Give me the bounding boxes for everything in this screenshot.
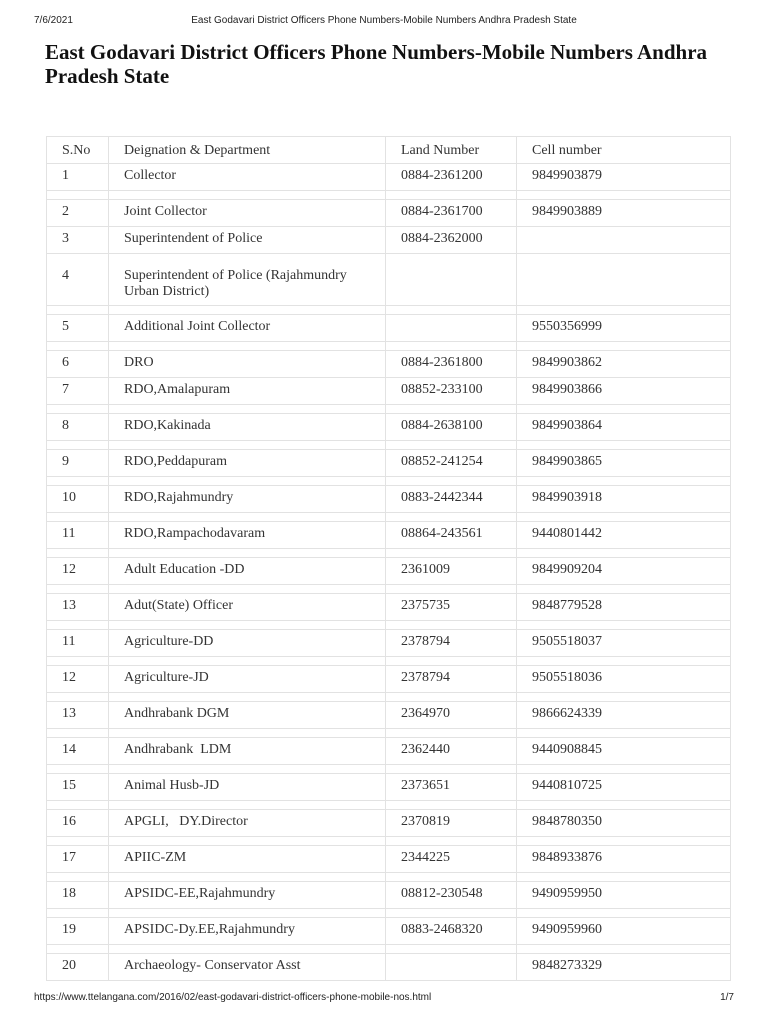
- table-row: [47, 164, 731, 191]
- spacer-row: [47, 405, 731, 414]
- table-row: [47, 810, 731, 837]
- table-header-row: [47, 137, 731, 164]
- spacer-row: [47, 621, 731, 630]
- land-number-cell: 2373651: [386, 774, 517, 801]
- table-row: [47, 227, 731, 254]
- designation-cell: Agriculture-JD: [109, 666, 386, 693]
- land-number-cell: [386, 954, 517, 981]
- table-row: [47, 315, 731, 342]
- land-number-cell: 0883-2468320: [386, 918, 517, 945]
- table-row: [47, 882, 731, 909]
- designation-cell: Animal Husb-JD: [109, 774, 386, 801]
- spacer-row: [47, 693, 731, 702]
- cell-number-cell: 9440801442: [517, 522, 731, 549]
- land-number-cell: 0884-2361200: [386, 164, 517, 191]
- land-number-cell: 2361009: [386, 558, 517, 585]
- sno-cell: 4: [47, 254, 109, 306]
- sno-cell: 11: [47, 522, 109, 549]
- spacer-row: [47, 873, 731, 882]
- land-number-cell: 08864-243561: [386, 522, 517, 549]
- table-row: [47, 486, 731, 513]
- sno-cell: 6: [47, 351, 109, 378]
- sno-cell: 11: [47, 630, 109, 657]
- sno-cell: 18: [47, 882, 109, 909]
- cell-number-cell: 9505518036: [517, 666, 731, 693]
- land-number-cell: 08852-233100: [386, 378, 517, 405]
- spacer-row: [47, 549, 731, 558]
- designation-cell: Additional Joint Collector: [109, 315, 386, 342]
- sno-cell: 10: [47, 486, 109, 513]
- spacer-row: [47, 729, 731, 738]
- table-row: [47, 351, 731, 378]
- table-row: [47, 738, 731, 765]
- designation-cell: Superintendent of Police (Rajahmundry Urban District): [109, 254, 386, 306]
- sno-cell: 8: [47, 414, 109, 441]
- cell-number-cell: 9849903879: [517, 164, 731, 191]
- table-row: [47, 414, 731, 441]
- column-header-cell-number: Cell number: [517, 137, 731, 164]
- cell-number-cell: 9490959950: [517, 882, 731, 909]
- designation-cell: Adut(State) Officer: [109, 594, 386, 621]
- print-header-title: East Godavari District Officers Phone Numbers-Mobile Numbers Andhra Pradesh State: [191, 15, 577, 26]
- page-title: East Godavari District Officers Phone Numbers-Mobile Numbers Andhra Pradesh State: [45, 40, 708, 88]
- land-number-cell: 2375735: [386, 594, 517, 621]
- spacer-row: [47, 342, 731, 351]
- designation-cell: RDO,Rajahmundry: [109, 486, 386, 513]
- land-number-cell: 0883-2442344: [386, 486, 517, 513]
- land-number-cell: 0884-2361800: [386, 351, 517, 378]
- sno-cell: 13: [47, 594, 109, 621]
- cell-number-cell: 9440810725: [517, 774, 731, 801]
- table-row: [47, 594, 731, 621]
- designation-cell: Archaeology- Conservator Asst: [109, 954, 386, 981]
- land-number-cell: 0884-2638100: [386, 414, 517, 441]
- designation-cell: DRO: [109, 351, 386, 378]
- spacer-row: [47, 513, 731, 522]
- designation-cell: APGLI, DY.Director: [109, 810, 386, 837]
- land-number-cell: [386, 315, 517, 342]
- officers-table: [46, 136, 731, 981]
- land-number-cell: 08812-230548: [386, 882, 517, 909]
- spacer-row: [47, 306, 731, 315]
- designation-cell: Andhrabank DGM: [109, 702, 386, 729]
- sno-cell: 20: [47, 954, 109, 981]
- cell-number-cell: 9849903889: [517, 200, 731, 227]
- spacer-row: [47, 441, 731, 450]
- designation-cell: RDO,Rampachodavaram: [109, 522, 386, 549]
- table-row: [47, 702, 731, 729]
- sno-cell: 12: [47, 666, 109, 693]
- spacer-row: [47, 837, 731, 846]
- land-number-cell: 0884-2362000: [386, 227, 517, 254]
- cell-number-cell: 9550356999: [517, 315, 731, 342]
- land-number-cell: 2378794: [386, 666, 517, 693]
- cell-number-cell: 9849903866: [517, 378, 731, 405]
- cell-number-cell: 9849903862: [517, 351, 731, 378]
- sno-cell: 15: [47, 774, 109, 801]
- cell-number-cell: 9849909204: [517, 558, 731, 585]
- table-row: [47, 774, 731, 801]
- column-header-sno: S.No: [47, 137, 109, 164]
- spacer-row: [47, 765, 731, 774]
- table-row: [47, 254, 731, 306]
- table-row: [47, 666, 731, 693]
- sno-cell: 17: [47, 846, 109, 873]
- source-url[interactable]: https://www.ttelangana.com/2016/02/east-godavari-district-officers-phone-mobile-nos.html: [34, 992, 432, 1003]
- table-row: [47, 954, 731, 981]
- spacer-row: [47, 477, 731, 486]
- designation-cell: APSIDC-Dy.EE,Rajahmundry: [109, 918, 386, 945]
- designation-cell: Andhrabank LDM: [109, 738, 386, 765]
- sno-cell: 5: [47, 315, 109, 342]
- designation-cell: RDO,Kakinada: [109, 414, 386, 441]
- sno-cell: 16: [47, 810, 109, 837]
- cell-number-cell: 9505518037: [517, 630, 731, 657]
- print-date: 7/6/2021: [34, 15, 73, 26]
- sno-cell: 9: [47, 450, 109, 477]
- sno-cell: 1: [47, 164, 109, 191]
- designation-cell: Adult Education -DD: [109, 558, 386, 585]
- column-header-land-number: Land Number: [386, 137, 517, 164]
- land-number-cell: 08852-241254: [386, 450, 517, 477]
- cell-number-cell: 9848273329: [517, 954, 731, 981]
- land-number-cell: [386, 254, 517, 306]
- cell-number-cell: 9848779528: [517, 594, 731, 621]
- designation-cell: Collector: [109, 164, 386, 191]
- cell-number-cell: 9866624339: [517, 702, 731, 729]
- land-number-cell: 2370819: [386, 810, 517, 837]
- cell-number-cell: [517, 227, 731, 254]
- designation-cell: Superintendent of Police: [109, 227, 386, 254]
- designation-cell: Joint Collector: [109, 200, 386, 227]
- cell-number-cell: 9849903918: [517, 486, 731, 513]
- spacer-row: [47, 801, 731, 810]
- sno-cell: 12: [47, 558, 109, 585]
- land-number-cell: 2378794: [386, 630, 517, 657]
- table-row: [47, 846, 731, 873]
- designation-cell: RDO,Amalapuram: [109, 378, 386, 405]
- table-row: [47, 918, 731, 945]
- cell-number-cell: [517, 254, 731, 306]
- cell-number-cell: 9848780350: [517, 810, 731, 837]
- land-number-cell: 2362440: [386, 738, 517, 765]
- table-row: [47, 522, 731, 549]
- designation-cell: APSIDC-EE,Rajahmundry: [109, 882, 386, 909]
- sno-cell: 2: [47, 200, 109, 227]
- cell-number-cell: 9848933876: [517, 846, 731, 873]
- spacer-row: [47, 909, 731, 918]
- table-row: [47, 450, 731, 477]
- designation-cell: RDO,Peddapuram: [109, 450, 386, 477]
- cell-number-cell: 9849903865: [517, 450, 731, 477]
- sno-cell: 7: [47, 378, 109, 405]
- sno-cell: 13: [47, 702, 109, 729]
- spacer-row: [47, 657, 731, 666]
- designation-cell: Agriculture-DD: [109, 630, 386, 657]
- table-row: [47, 378, 731, 405]
- table-row: [47, 200, 731, 227]
- cell-number-cell: 9490959960: [517, 918, 731, 945]
- spacer-row: [47, 191, 731, 200]
- column-header-designation: Deignation & Department: [109, 137, 386, 164]
- spacer-row: [47, 585, 731, 594]
- sno-cell: 14: [47, 738, 109, 765]
- table-row: [47, 558, 731, 585]
- land-number-cell: 2364970: [386, 702, 517, 729]
- sno-cell: 19: [47, 918, 109, 945]
- cell-number-cell: 9440908845: [517, 738, 731, 765]
- spacer-row: [47, 945, 731, 954]
- sno-cell: 3: [47, 227, 109, 254]
- cell-number-cell: 9849903864: [517, 414, 731, 441]
- land-number-cell: 0884-2361700: [386, 200, 517, 227]
- table-row: [47, 630, 731, 657]
- designation-cell: APIIC-ZM: [109, 846, 386, 873]
- page-number: 1/7: [720, 992, 734, 1003]
- land-number-cell: 2344225: [386, 846, 517, 873]
